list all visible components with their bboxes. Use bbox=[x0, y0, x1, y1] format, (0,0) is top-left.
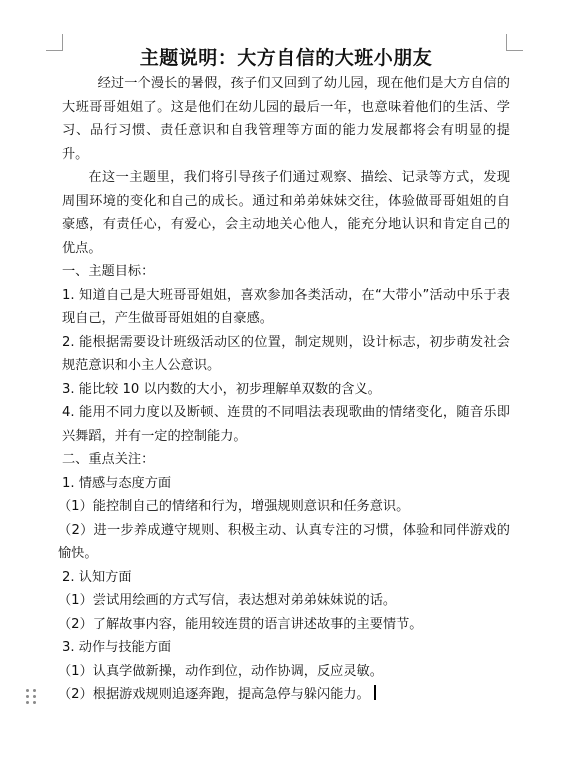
intro-paragraph-2[interactable]: 在这一主题里，我们将引导孩子们通过观察、描绘、记录等方式，发现周围环境的变化和自己的成长。通过和弟弟妹妹交往，体验做哥哥姐姐的自豪感，有责任心，有爱心，会主动地关心他人，能充分地认识和肯定自己的优点。 bbox=[62, 170, 510, 256]
focus-item-2-1[interactable]: （1）尝试用绘画的方式写信，表达想对弟弟妹妹说的话。 bbox=[58, 593, 397, 608]
text-cursor bbox=[374, 685, 376, 700]
goal-item-3[interactable]: 3. 能比较 10 以内数的大小，初步理解单双数的含义。 bbox=[62, 381, 381, 397]
goal-item-1[interactable]: 1. 知道自己是大班哥哥姐姐，喜欢参加各类活动，在“大带小”活动中乐于表现自己，产生做哥哥姐姐的自豪感。 bbox=[62, 287, 510, 326]
focus-item-3-2[interactable] bbox=[58, 683, 510, 707]
focus-section-heading-1[interactable]: 1. 情感与态度方面 bbox=[62, 475, 172, 491]
intro-paragraph-1[interactable]: 经过一个漫长的暑假，孩子们又回到了幼儿园，现在他们是大方自信的大班哥哥姐姐了。这是他们在幼儿园的最后一年，也意味着他们的生活、学习、品行习惯、责任意识和自我管理等方面的能力发展都将会有明显的提升。 bbox=[62, 76, 510, 162]
document-body[interactable] bbox=[58, 44, 510, 707]
document-title[interactable]: 主题说明：大方自信的大班小朋友 bbox=[139, 47, 433, 69]
focus-item-3-1[interactable]: （1）认真学做新操，动作到位，动作协调，反应灵敏。 bbox=[58, 663, 383, 679]
goal-item-4[interactable]: 4. 能用不同力度以及断顿、连贯的不同唱法表现歌曲的情绪变化，随音乐即兴舞蹈，并有一定的控制能力。 bbox=[62, 405, 510, 444]
goals-heading[interactable]: 一、主题目标： bbox=[62, 264, 155, 279]
goal-item-2[interactable]: 2. 能根据需要设计班级活动区的位置，制定规则，设计标志，初步萌发社会规范意识和小主人公意识。 bbox=[62, 334, 510, 373]
drag-handle-icon[interactable] bbox=[26, 689, 38, 705]
focus-item-1-1[interactable]: （1）能控制自己的情绪和行为，增强规则意识和任务意识。 bbox=[58, 499, 410, 514]
focus-item-1-2[interactable]: （2）进一步养成遵守规则、积极主动、认真专注的习惯，体验和同伴游戏的愉快。 bbox=[58, 522, 510, 561]
focus-heading[interactable]: 二、重点关注： bbox=[62, 452, 155, 467]
focus-item-2-2[interactable]: （2）了解故事内容，能用较连贯的语言讲述故事的主要情节。 bbox=[58, 616, 423, 632]
focus-section-heading-3[interactable]: 3. 动作与技能方面 bbox=[62, 640, 172, 655]
focus-item-3-2-text: （2）根据游戏规则追逐奔跑，提高急停与躲闪能力。 bbox=[58, 687, 370, 702]
focus-section-heading-2[interactable]: 2. 认知方面 bbox=[62, 569, 132, 585]
crop-mark-top-left bbox=[46, 34, 63, 51]
